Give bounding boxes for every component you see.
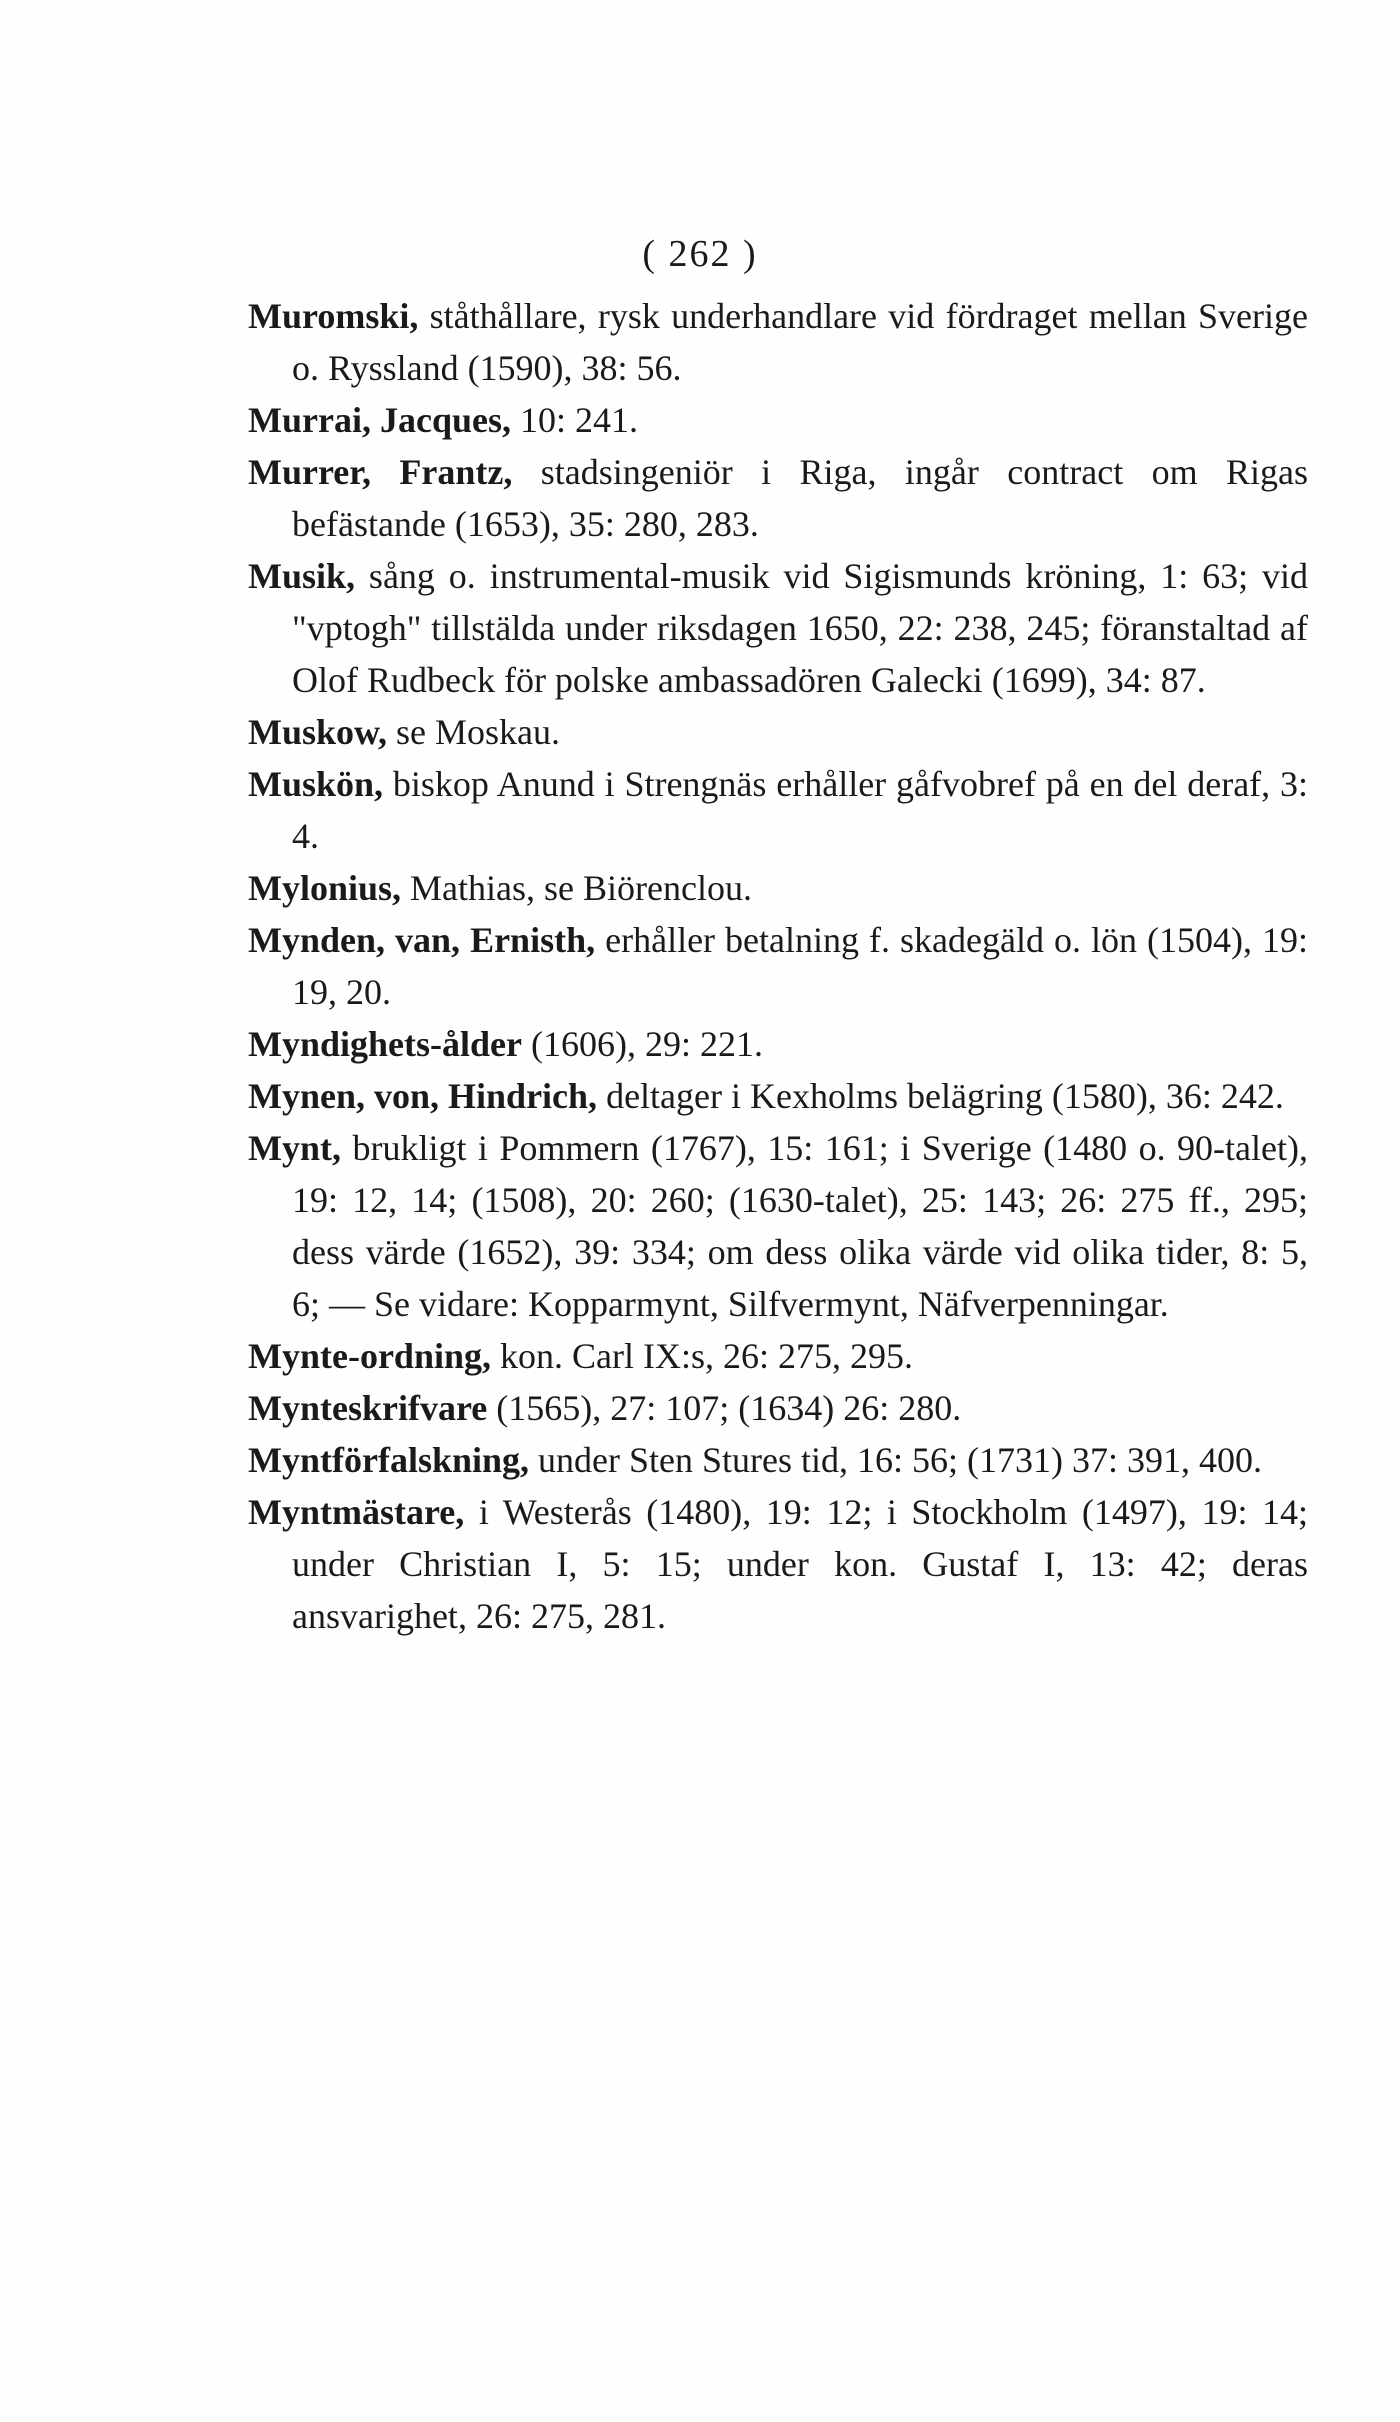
index-entry — [248, 550, 1308, 706]
index-entry — [248, 1070, 1308, 1122]
entry-text: under Sten Stures tid, 16: 56; (1731) 37: 391, 400. — [529, 1440, 1262, 1480]
entry-text: sång o. instrumental-musik vid Sigismunds kröning, 1: 63; vid "vptogh" tillstälda under riksdagen 1650, 22: 238, 245; föranstaltad af Olof Rudbeck för polske ambassadören Galecki (1699), 34: 87. — [292, 556, 1308, 700]
entry-head: Myntförfalskning, — [248, 1440, 530, 1480]
index-entry — [248, 290, 1308, 394]
entry-text: ståthållare, rysk underhandlare vid fördraget mellan Sverige o. Ryssland (1590), 38: 56. — [292, 296, 1308, 388]
index-entry — [248, 1330, 1308, 1382]
index-entry — [248, 1434, 1308, 1486]
entry-head: Murrai, Jacques, — [248, 400, 511, 440]
index-entry — [248, 706, 1308, 758]
entry-head: Mynden, van, Ernisth, — [248, 920, 596, 960]
entry-text: deltager i Kexholms belägring (1580), 36: 242. — [597, 1076, 1284, 1116]
index-entry — [248, 1018, 1308, 1070]
entry-head: Mynte-ordning, — [248, 1336, 491, 1376]
entry-text: erhåller betalning f. skadegäld o. lön (1504), 19: 19, 20. — [292, 920, 1309, 1012]
index-entry — [248, 758, 1308, 862]
entry-text: (1565), 27: 107; (1634) 26: 280. — [487, 1388, 962, 1428]
entry-text: kon. Carl IX:s, 26: 275, 295. — [491, 1336, 913, 1376]
entry-text: stadsingeniör i Riga, ingår contract om Rigas befästande (1653), 35: 280, 283. — [292, 452, 1308, 544]
entry-head: Mynen, von, Hindrich, — [248, 1076, 598, 1116]
entry-text: i Westerås (1480), 19: 12; i Stockholm (1497), 19: 14; under Christian I, 5: 15; under kon. Gustaf I, 13: 42; deras ansvarighet, 26: 275, 281. — [292, 1492, 1308, 1636]
entry-text: brukligt i Pommern (1767), 15: 161; i Sverige (1480 o. 90-talet), 19: 12, 14; (1508), 20: 260; (1630-talet), 25: 143; 26: 275 ff., 295; dess värde (1652), 39: 334; om dess olika värde vid olika tider, 8: 5, 6; — Se vidare: Kopparmynt, Silfvermynt, Näfverpenningar. — [292, 1128, 1308, 1324]
entry-text: (1606), 29: 221. — [522, 1024, 763, 1064]
index-entry — [248, 1486, 1308, 1642]
entry-text: 10: 241. — [510, 400, 638, 440]
index-entries — [248, 290, 1308, 1642]
index-entry — [248, 1382, 1308, 1434]
entry-head: Mylonius, — [248, 868, 402, 908]
index-entry — [248, 862, 1308, 914]
index-entry — [248, 446, 1308, 550]
entry-text: biskop Anund i Strengnäs erhåller gåfvobref på en del deraf, 3: 4. — [292, 764, 1308, 856]
entry-head: Musik, — [248, 556, 356, 596]
index-entry — [248, 914, 1308, 1018]
entry-head: Muskow, — [248, 712, 388, 752]
entry-text: Mathias, se Biörenclou. — [401, 868, 752, 908]
index-entry — [248, 1122, 1308, 1330]
entry-head: Muromski, — [248, 296, 419, 336]
entry-head: Mynteskrifvare — [248, 1388, 488, 1428]
entry-head: Muskön, — [248, 764, 384, 804]
index-entry — [248, 394, 1308, 446]
entry-head: Murrer, Frantz, — [248, 452, 513, 492]
entry-head: Myndighets-ålder — [248, 1024, 522, 1064]
page-number: ( 262 ) — [642, 233, 758, 275]
entry-head: Mynt, — [248, 1128, 341, 1168]
entry-text: se Moskau. — [387, 712, 561, 752]
entry-head: Myntmästare, — [248, 1492, 465, 1532]
